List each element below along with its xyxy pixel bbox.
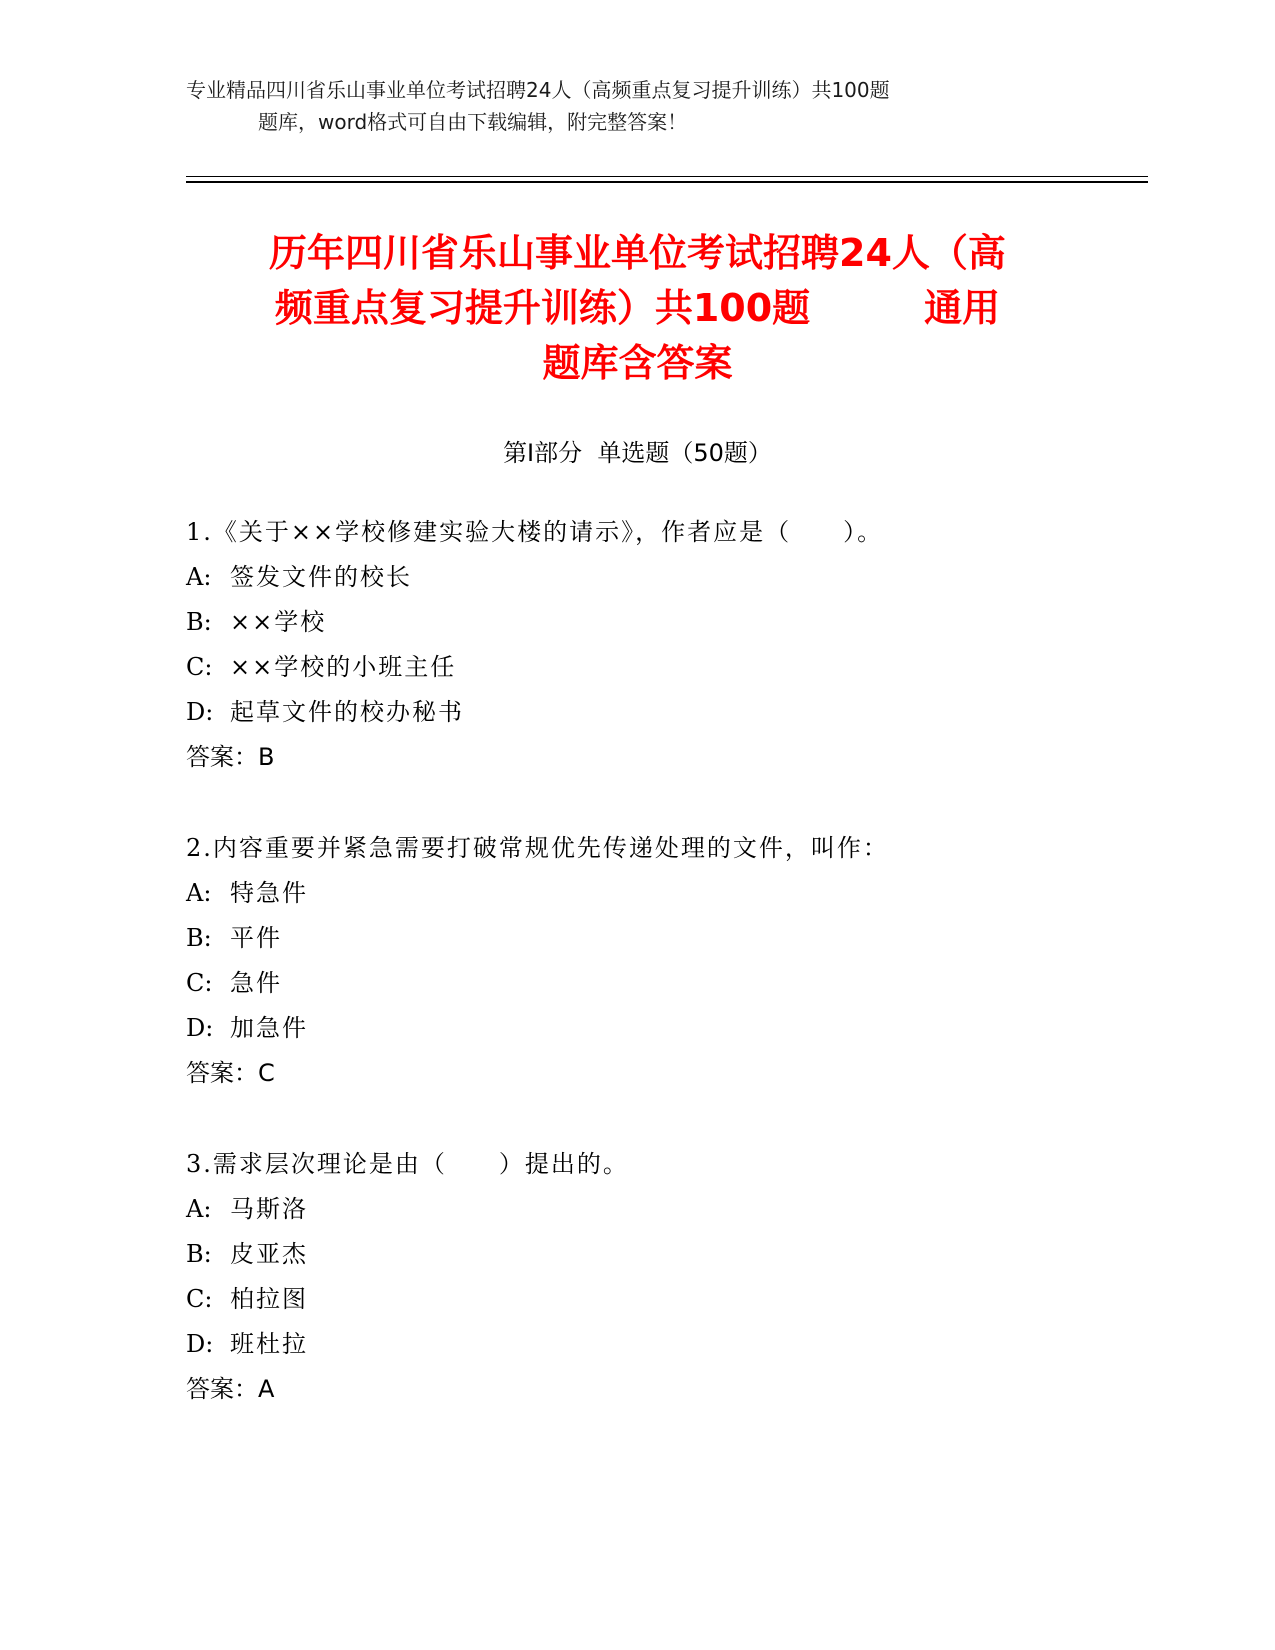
option-text: 柏拉图 [230,1285,308,1313]
option-letter: C: [186,1285,213,1313]
option-letter: D: [186,1330,214,1358]
option-text: 平件 [230,924,282,952]
document-title [190,226,1085,391]
option-text: 班杜拉 [230,1330,308,1358]
option-letter: A: [186,879,212,907]
option-letter: B: [186,924,212,952]
option-letter: C: [186,653,213,681]
document-title-line3: 题库含答案 [542,341,733,385]
option-text: ××学校的小班主任 [230,653,457,681]
option-a [186,555,1086,600]
option-letter: D: [186,698,214,726]
question-1 [186,510,1086,780]
option-text: 皮亚杰 [230,1240,308,1268]
option-text: 签发文件的校长 [230,563,412,591]
question-stem: 2.内容重要并紧急需要打破常规优先传递处理的文件，叫作： [186,834,889,862]
option-b [186,916,1086,961]
header-rule-thick [186,181,1148,183]
option-letter: C: [186,969,213,997]
option-text: 特急件 [230,879,308,907]
option-text: 急件 [230,969,282,997]
document-title-line2: 频重点复习提升训练）共100题 通用 [274,286,1001,330]
option-c [186,645,1086,690]
option-a [186,871,1086,916]
option-letter: A: [186,563,212,591]
header-note [186,74,1086,138]
option-letter: D: [186,1014,214,1042]
answer-line: 答案：C [186,1059,275,1087]
header-note-line1: 专业精品四川省乐山事业单位考试招聘24人（高频重点复习提升训练）共100题 [186,78,890,102]
option-a [186,1187,1086,1232]
option-letter: B: [186,608,212,636]
header-rule-thin [186,176,1148,177]
option-b [186,1232,1086,1277]
answer-line: 答案：B [186,743,275,771]
section-title: 第Ⅰ部分 单选题（50题） [503,439,772,467]
option-text: 起草文件的校办秘书 [230,698,464,726]
question-stem: 1.《关于××学校修建实验大楼的请示》，作者应是（ ）。 [186,518,884,546]
option-d [186,690,1086,735]
header-note-line2: 题库，word格式可自由下载编辑，附完整答案！ [258,110,688,134]
option-text: 马斯洛 [230,1195,308,1223]
option-letter: B: [186,1240,212,1268]
option-letter: A: [186,1195,212,1223]
answer-line: 答案：A [186,1375,275,1403]
question-2 [186,826,1086,1096]
option-text: ××学校 [230,608,327,636]
option-c [186,961,1086,1006]
option-d [186,1006,1086,1051]
option-c [186,1277,1086,1322]
option-text: 加急件 [230,1014,308,1042]
option-b [186,600,1086,645]
option-d [186,1322,1086,1367]
question-3 [186,1142,1086,1412]
document-title-line1: 历年四川省乐山事业单位考试招聘24人（高 [269,231,1006,275]
question-stem: 3.需求层次理论是由（ ）提出的。 [186,1150,629,1178]
